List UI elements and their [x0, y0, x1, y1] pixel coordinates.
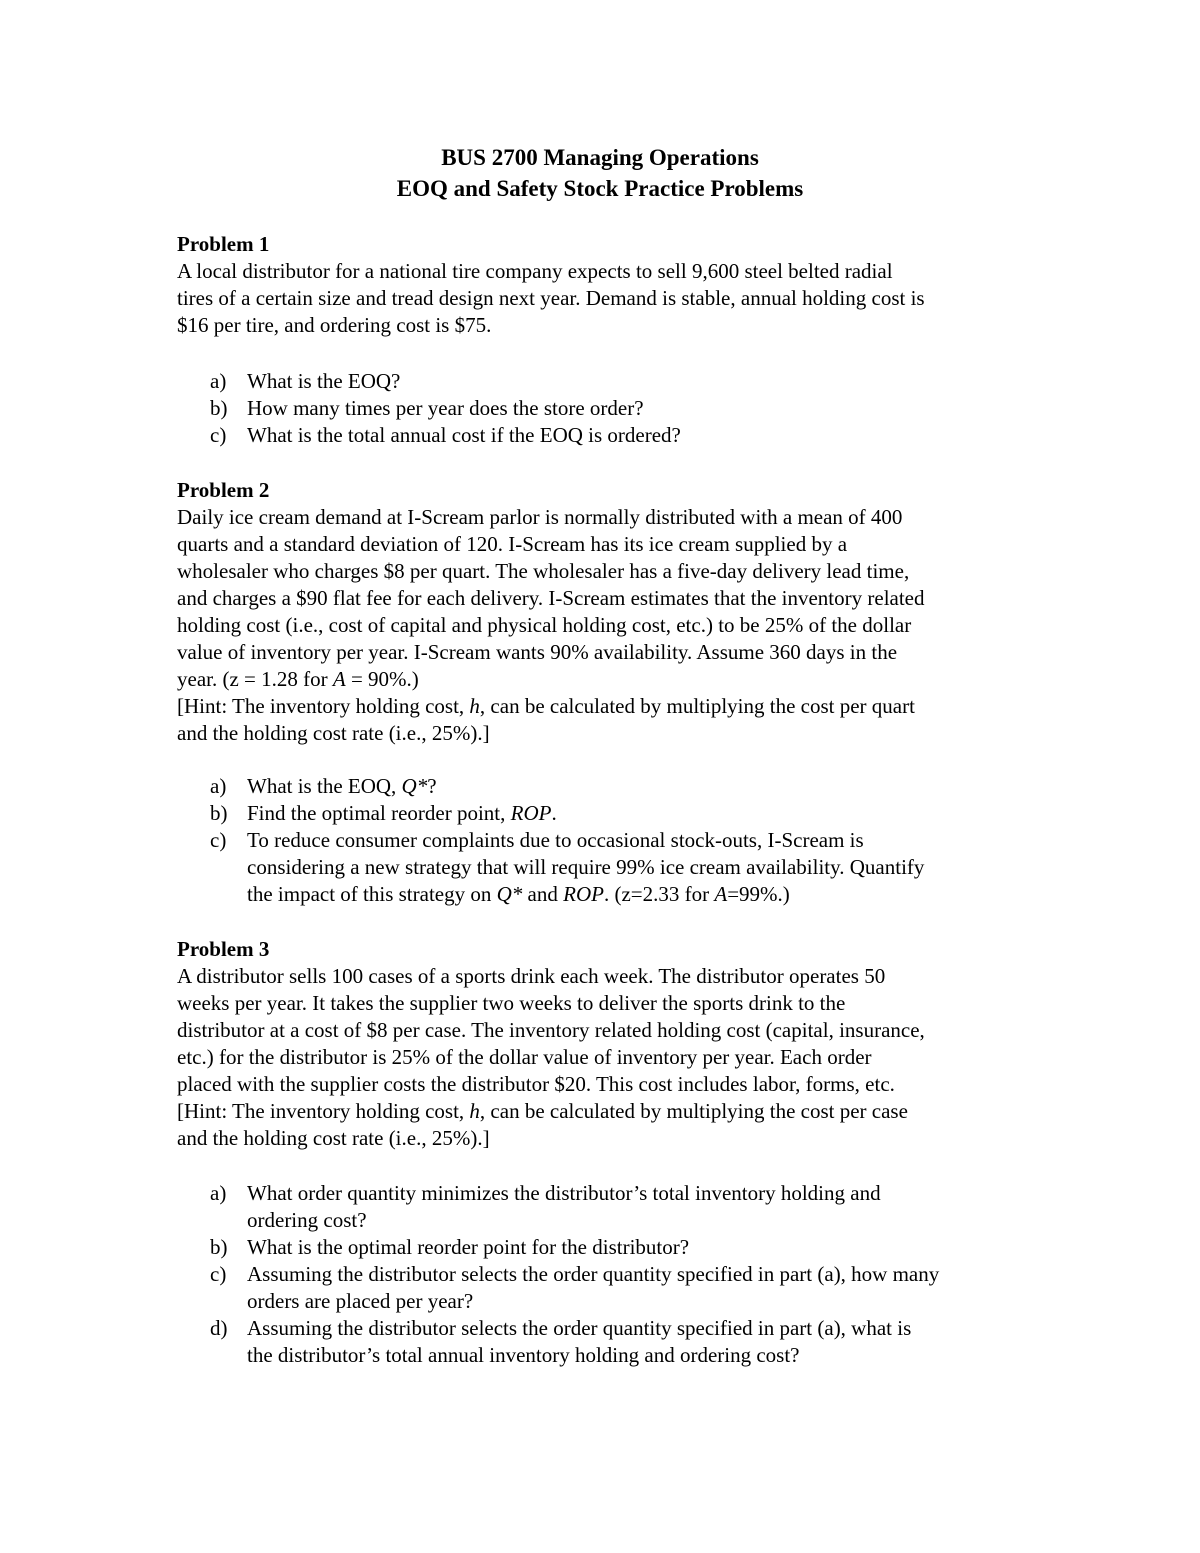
question-label: c)	[210, 1262, 227, 1286]
paragraph-line: A distributor sells 100 cases of a sports drink each week. The distributor operates 50	[177, 964, 886, 988]
problem-description	[177, 504, 1047, 747]
question-text: What order quantity minimizes the distributor’s total inventory holding and	[247, 1181, 881, 1205]
problem-3-section	[177, 936, 1047, 1152]
question-item	[210, 1315, 1040, 1369]
question-label: c)	[210, 423, 227, 447]
paragraph-line: Daily ice cream demand at I-Scream parlor is normally distributed with a mean of 400	[177, 505, 903, 529]
problem-2-questions	[210, 773, 1040, 908]
paragraph-line: distributor at a cost of $8 per case. The inventory related holding cost (capital, insurance,	[177, 1018, 925, 1042]
question-text: How many times per year does the store order?	[247, 396, 644, 420]
problem-1-questions	[210, 368, 1040, 449]
paragraph-line: and charges a $90 flat fee for each delivery. I-Scream estimates that the inventory related	[177, 586, 925, 610]
question-text: the impact of this strategy on Q* and ROP. (z=2.33 for A=99%.)	[247, 882, 790, 906]
paragraph-line: [Hint: The inventory holding cost, h, can be calculated by multiplying the cost per case	[177, 1099, 908, 1123]
question-item	[210, 773, 1040, 800]
paragraph-line: quarts and a standard deviation of 120. I-Scream has its ice cream supplied by a	[177, 532, 848, 556]
paragraph-line: weeks per year. It takes the supplier two weeks to deliver the sports drink to the	[177, 991, 846, 1015]
question-text: Assuming the distributor selects the order quantity specified in part (a), what is	[247, 1316, 912, 1340]
paragraph-line: tires of a certain size and tread design next year. Demand is stable, annual holding cost is	[177, 286, 925, 310]
problem-heading: Problem 3	[177, 937, 270, 961]
paragraph-line: value of inventory per year. I-Scream wants 90% availability. Assume 360 days in the	[177, 640, 898, 664]
paragraph-line: wholesaler who charges $8 per quart. The wholesaler has a five-day delivery lead time,	[177, 559, 910, 583]
question-item	[210, 1180, 1040, 1234]
question-text: What is the EOQ, Q*?	[247, 774, 437, 798]
paragraph-line: placed with the supplier costs the distributor $20. This cost includes labor, forms, etc.	[177, 1072, 895, 1096]
question-item	[210, 800, 1040, 827]
paragraph-line: [Hint: The inventory holding cost, h, can be calculated by multiplying the cost per quart	[177, 694, 915, 718]
problem-heading: Problem 1	[177, 232, 270, 256]
question-text: What is the EOQ?	[247, 369, 401, 393]
problem-2-section	[177, 477, 1047, 747]
problem-description	[177, 963, 1047, 1152]
question-item	[210, 1261, 1040, 1315]
paragraph-line: etc.) for the distributor is 25% of the dollar value of inventory per year. Each order	[177, 1045, 872, 1069]
question-text: orders are placed per year?	[247, 1289, 474, 1313]
problem-1-section	[177, 231, 1047, 339]
question-label: a)	[210, 1181, 227, 1205]
problem-heading: Problem 2	[177, 478, 270, 502]
question-text: Find the optimal reorder point, ROP.	[247, 801, 557, 825]
paragraph-line: and the holding cost rate (i.e., 25%).]	[177, 721, 490, 745]
question-label: d)	[210, 1316, 228, 1340]
question-label: a)	[210, 369, 227, 393]
document-subtitle: EOQ and Safety Stock Practice Problems	[396, 176, 804, 201]
question-label: b)	[210, 396, 228, 420]
question-item	[210, 422, 1040, 449]
question-text: What is the optimal reorder point for the distributor?	[247, 1235, 690, 1259]
paragraph-line: $16 per tire, and ordering cost is $75.	[177, 313, 492, 337]
question-item	[210, 827, 1040, 908]
problem-3-questions	[210, 1180, 1040, 1369]
question-label: b)	[210, 1235, 228, 1259]
question-item	[210, 1234, 1040, 1261]
problem-description	[177, 258, 1047, 339]
question-text: ordering cost?	[247, 1208, 367, 1232]
question-item	[210, 368, 1040, 395]
document-title: BUS 2700 Managing Operations	[441, 145, 759, 170]
question-text: To reduce consumer complaints due to occasional stock-outs, I-Scream is	[247, 828, 864, 852]
paragraph-line: year. (z = 1.28 for A = 90%.)	[177, 667, 419, 691]
paragraph-line: holding cost (i.e., cost of capital and physical holding cost, etc.) to be 25% of the dollar	[177, 613, 912, 637]
question-text: What is the total annual cost if the EOQ is ordered?	[247, 423, 681, 447]
question-label: a)	[210, 774, 227, 798]
question-text: Assuming the distributor selects the order quantity specified in part (a), how many	[247, 1262, 940, 1286]
question-text: the distributor’s total annual inventory holding and ordering cost?	[247, 1343, 800, 1367]
question-text: considering a new strategy that will require 99% ice cream availability. Quantify	[247, 855, 925, 879]
question-item	[210, 395, 1040, 422]
question-label: b)	[210, 801, 228, 825]
paragraph-line: and the holding cost rate (i.e., 25%).]	[177, 1126, 490, 1150]
question-label: c)	[210, 828, 227, 852]
paragraph-line: A local distributor for a national tire company expects to sell 9,600 steel belted radial	[177, 259, 893, 283]
